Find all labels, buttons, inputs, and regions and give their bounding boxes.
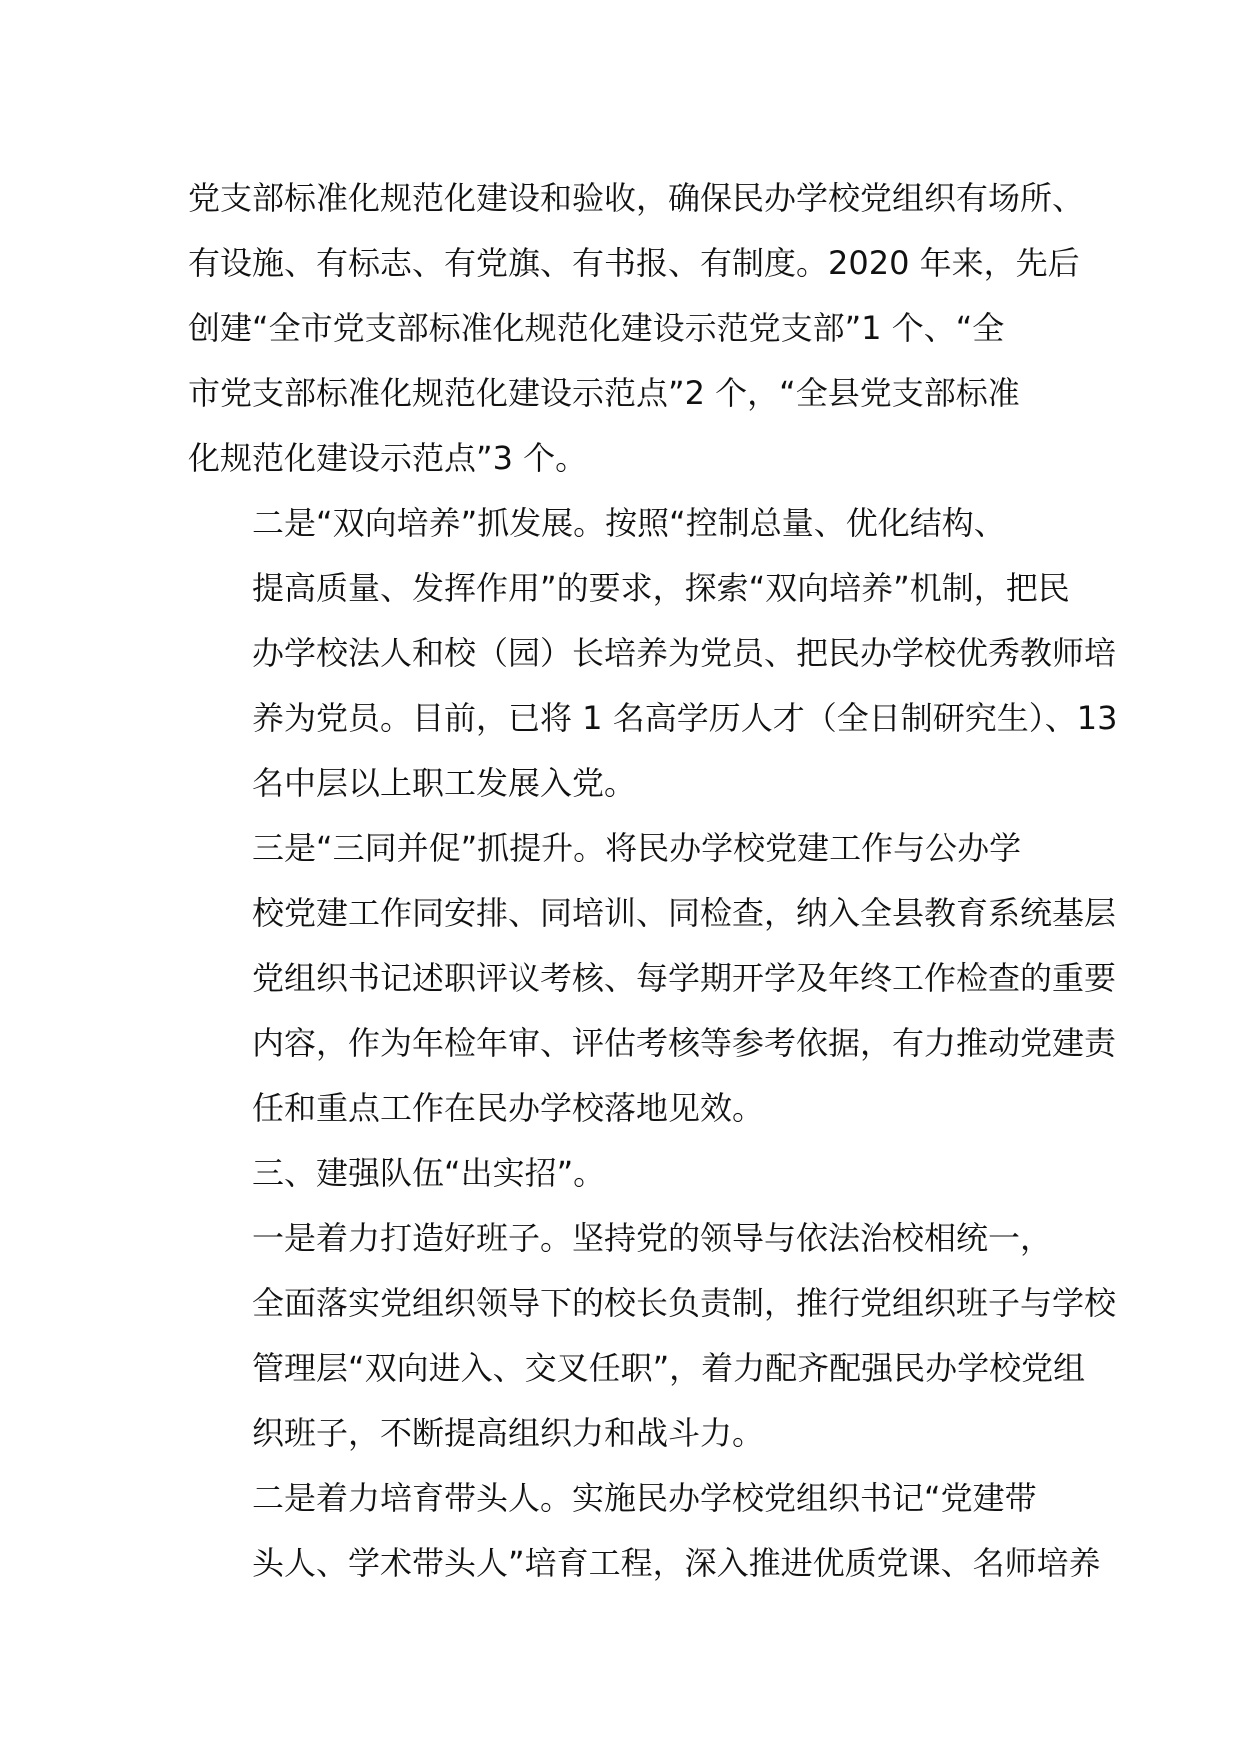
section-heading-team (188, 1141, 1058, 1206)
text-line: 名中层以上职工发展入党。 (252, 764, 637, 802)
text-line: 党组织书记述职评议考核、每学期开学及年终工作检查的重要 (252, 959, 1117, 997)
text-line: 三、建强队伍“出实招”。 (252, 1154, 606, 1192)
text-line: 提高质量、发挥作用”的要求，探索“双向培养”机制，把民 (252, 569, 1070, 607)
text-line: 党支部标准化规范化建设和验收，确保民办学校党组织有场所、 (188, 179, 1085, 217)
text-line: 化规范化建设示范点”3 个。 (188, 439, 588, 477)
document-body (188, 166, 1118, 1596)
text-line: 创建“全市党支部标准化规范化建设示范党支部”1 个、“全 (188, 309, 1005, 347)
text-line: 织班子，不断提高组织力和战斗力。 (252, 1414, 765, 1452)
paragraph-dual-training (188, 491, 1118, 816)
text-line: 一是着力打造好班子。坚持党的领导与依法治校相统一， (252, 1219, 1053, 1257)
paragraph-standardization (188, 166, 1085, 491)
text-line: 养为党员。目前，已将 1 名高学历人才（全日制研究生）、13 (252, 699, 1118, 737)
text-line: 校党建工作同安排、同培训、同检查，纳入全县教育系统基层 (252, 894, 1117, 932)
text-line: 管理层“双向进入、交叉任职”，着力配齐配强民办学校党组 (252, 1349, 1086, 1387)
text-line: 内容，作为年检年审、评估考核等参考依据，有力推动党建责 (252, 1024, 1117, 1062)
text-line: 三是“三同并促”抓提升。将民办学校党建工作与公办学 (252, 829, 1022, 867)
paragraph-leadership-team (188, 1206, 1117, 1466)
text-line: 二是“双向培养”抓发展。按照“控制总量、优化结构、 (252, 504, 1006, 542)
text-line: 全面落实党组织领导下的校长负责制，推行党组织班子与学校 (252, 1284, 1117, 1322)
text-line: 头人、学术带头人”培育工程，深入推进优质党课、名师培养 (252, 1544, 1101, 1582)
text-line: 二是着力培育带头人。实施民办学校党组织书记“党建带 (252, 1479, 1037, 1517)
text-line: 市党支部标准化规范化建设示范点”2 个，“全县党支部标准 (188, 374, 1020, 412)
text-line: 有设施、有标志、有党旗、有书报、有制度。2020 年来，先后 (188, 244, 1080, 282)
paragraph-three-same (188, 816, 1117, 1141)
paragraph-leaders (188, 1466, 1101, 1596)
text-line: 任和重点工作在民办学校落地见效。 (252, 1089, 765, 1127)
text-line: 办学校法人和校（园）长培养为党员、把民办学校优秀教师培 (252, 634, 1117, 672)
